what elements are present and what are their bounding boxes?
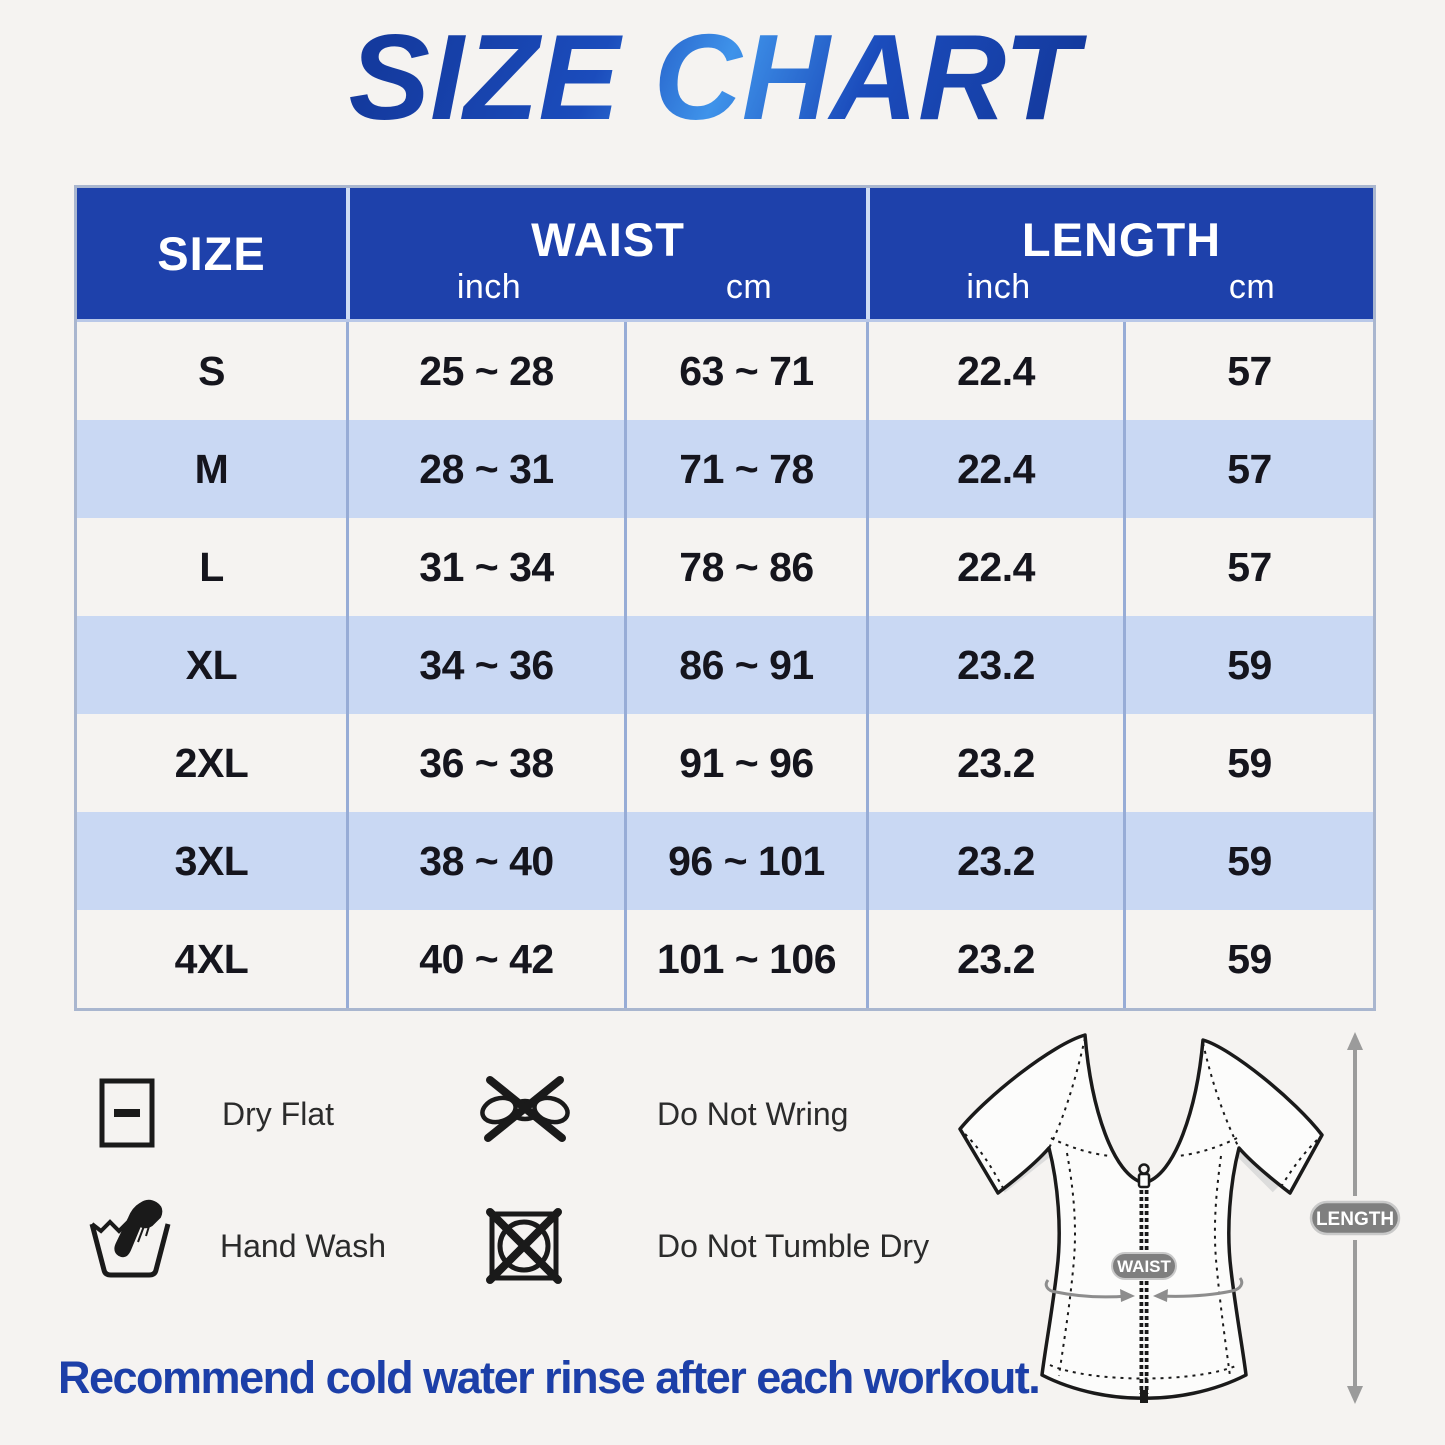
cell-size: M	[194, 445, 229, 492]
cell-length-cm: 59	[1123, 714, 1373, 812]
cell-length-inch: 23.2	[866, 616, 1123, 714]
table-row	[77, 812, 1373, 910]
footer-note: Recommend cold water rinse after each workout.	[58, 1352, 1040, 1403]
cell-size: XL	[185, 641, 238, 688]
cell-waist-inch: 28 ~ 31	[346, 420, 624, 518]
cell-waist-inch: 31 ~ 34	[346, 518, 624, 616]
do-not-tumble-dry-icon	[484, 1206, 564, 1286]
length-arrowhead-down	[1347, 1386, 1363, 1404]
cell-length-inch: 23.2	[866, 714, 1123, 812]
header-waist-label: WAIST	[531, 213, 685, 266]
care-label-do-not-wring: Do Not Wring	[657, 1096, 849, 1132]
table-row	[77, 420, 1373, 518]
cell-size: 3XL	[174, 837, 249, 884]
cell-waist-cm: 96 ~ 101	[624, 812, 866, 910]
cell-length-cm: 59	[1123, 910, 1373, 1008]
cell-waist-inch: 40 ~ 42	[346, 910, 624, 1008]
table-row	[77, 910, 1373, 1008]
cell-size: 4XL	[174, 935, 249, 982]
zipper-stop	[1140, 1390, 1148, 1403]
cell-waist-cm: 63 ~ 71	[624, 322, 866, 420]
cell-waist-cm: 91 ~ 96	[624, 714, 866, 812]
cell-length-cm: 57	[1123, 420, 1373, 518]
cell-waist-cm: 101 ~ 106	[624, 910, 866, 1008]
cell-length-cm: 59	[1123, 616, 1373, 714]
cell-waist-inch: 36 ~ 38	[346, 714, 624, 812]
waist-unit-inch: inch	[456, 268, 522, 306]
cell-length-inch: 23.2	[866, 910, 1123, 1008]
cell-length-inch: 22.4	[866, 420, 1123, 518]
cell-waist-cm: 71 ~ 78	[624, 420, 866, 518]
zipper-pull	[1139, 1174, 1149, 1187]
table-body	[77, 322, 1373, 1008]
cell-length-cm: 59	[1123, 812, 1373, 910]
hand-wash-icon	[88, 1198, 172, 1280]
dry-flat-icon	[99, 1078, 155, 1148]
waist-units	[350, 268, 866, 307]
header-length-label: LENGTH	[1021, 213, 1222, 266]
length-arrowhead-up	[1347, 1032, 1363, 1050]
cell-waist-inch: 34 ~ 36	[346, 616, 624, 714]
length-unit-cm: cm	[1228, 268, 1276, 306]
shirt-outline	[960, 1035, 1322, 1398]
cell-size: L	[199, 543, 224, 590]
zipper-pull-ring	[1140, 1165, 1149, 1174]
cell-size: 2XL	[174, 739, 249, 786]
cell-length-inch: 22.4	[866, 322, 1123, 420]
size-chart-table	[74, 185, 1376, 1011]
table-row	[77, 714, 1373, 812]
size-chart-title: SIZE CHART	[349, 10, 1097, 144]
cell-length-cm: 57	[1123, 322, 1373, 420]
waist-badge-label: WAIST	[1117, 1257, 1171, 1276]
cell-length-cm: 57	[1123, 518, 1373, 616]
cell-waist-cm: 78 ~ 86	[624, 518, 866, 616]
cell-waist-cm: 86 ~ 91	[624, 616, 866, 714]
page-title	[0, 10, 1445, 144]
cell-length-inch: 23.2	[866, 812, 1123, 910]
table-row	[77, 616, 1373, 714]
length-units	[870, 268, 1373, 307]
cell-size: S	[198, 347, 225, 394]
care-label-dry-flat: Dry Flat	[222, 1096, 334, 1132]
header-length	[866, 188, 1373, 319]
cell-waist-inch: 25 ~ 28	[346, 322, 624, 420]
header-size	[77, 188, 346, 319]
waist-unit-cm: cm	[725, 268, 773, 306]
table-row	[77, 322, 1373, 420]
table-header	[77, 188, 1373, 322]
do-not-wring-icon	[474, 1072, 576, 1146]
length-badge-label: LENGTH	[1315, 1209, 1395, 1230]
care-label-hand-wash: Hand Wash	[220, 1228, 386, 1264]
length-unit-inch: inch	[966, 268, 1031, 306]
cell-length-inch: 22.4	[866, 518, 1123, 616]
table-row	[77, 518, 1373, 616]
header-size-label: SIZE	[157, 227, 266, 280]
header-waist	[346, 188, 866, 319]
care-label-do-not-tumble-dry: Do Not Tumble Dry	[657, 1228, 930, 1264]
cell-waist-inch: 38 ~ 40	[346, 812, 624, 910]
